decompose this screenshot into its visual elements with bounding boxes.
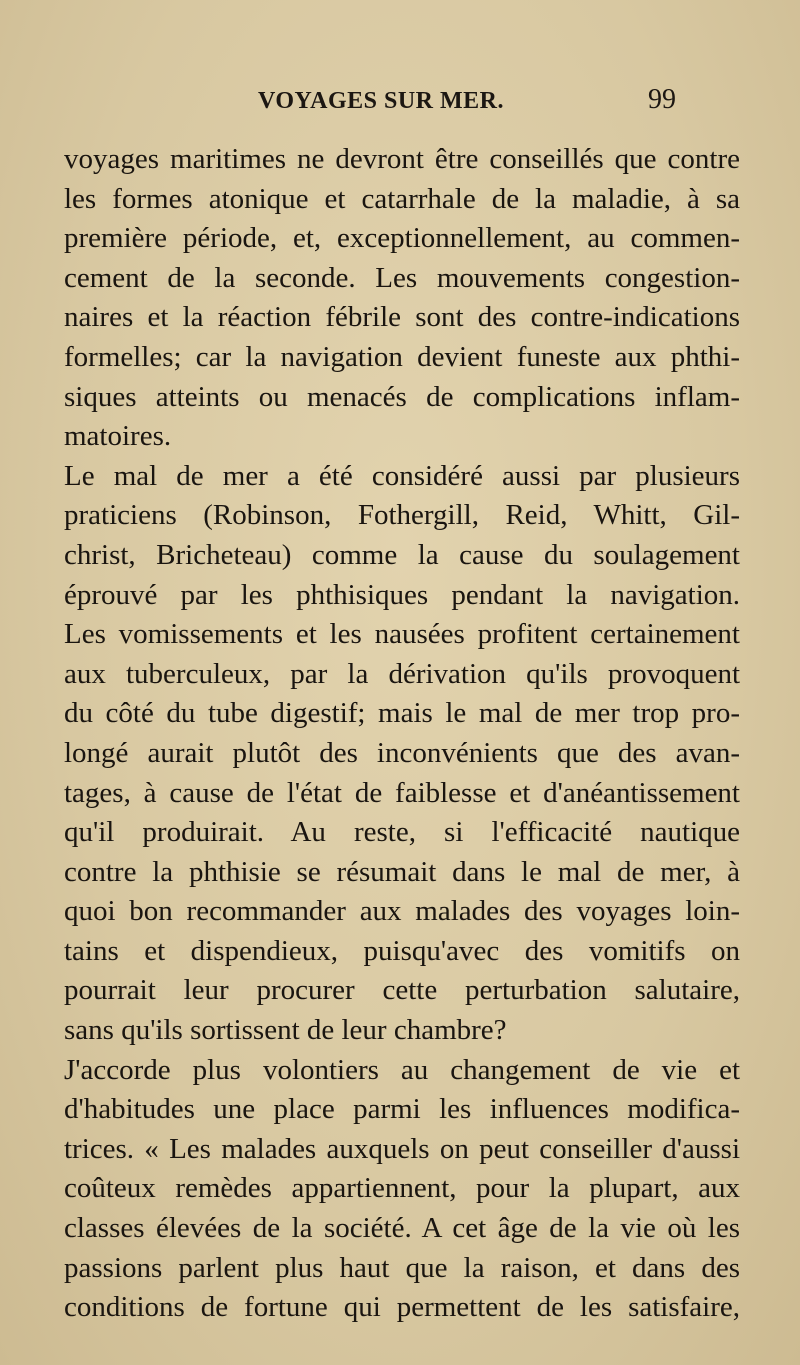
- text-line: passions parlent plus haut que la raison, et dans des: [64, 1251, 740, 1284]
- page-number: 99: [648, 84, 676, 115]
- text-line: tages, à cause de l'état de faiblesse et d'anéantissement: [64, 776, 740, 809]
- text-line: coûteux remèdes appartiennent, pour la plupart, aux: [64, 1172, 740, 1205]
- text-line: siques atteints ou menacés de complications inflam-: [64, 380, 740, 413]
- running-head: VOYAGES SUR MER.: [258, 88, 505, 114]
- text-line: cement de la seconde. Les mouvements congestion-: [64, 261, 740, 294]
- text-line: d'habitudes une place parmi les influences modifica-: [64, 1093, 740, 1126]
- text-line: J'accorde plus volontiers au changement de vie et: [64, 1053, 740, 1086]
- text-line: première période, et, exceptionnellement, au commen-: [64, 222, 740, 255]
- text-line: matoires.: [64, 420, 172, 453]
- text-line: classes élevées de la société. A cet âge de la vie où les: [64, 1212, 740, 1245]
- text-line: pourrait leur procurer cette perturbation salutaire,: [64, 974, 740, 1007]
- text-line: praticiens (Robinson, Fothergill, Reid, Whitt, Gil-: [64, 499, 740, 532]
- text-line: tains et dispendieux, puisqu'avec des vomitifs on: [64, 934, 740, 967]
- text-line: formelles; car la navigation devient funeste aux phthi-: [64, 340, 740, 373]
- text-line: aux tuberculeux, par la dérivation qu'ils provoquent: [64, 657, 740, 690]
- text-line: Le mal de mer a été considéré aussi par plusieurs: [64, 459, 740, 492]
- text-line: voyages maritimes ne devront être conseillés que contre: [64, 143, 740, 175]
- text-line: conditions de fortune qui permettent de les satisfaire,: [64, 1291, 740, 1324]
- text-line: les formes atonique et catarrhale de la maladie, à sa: [64, 182, 740, 215]
- text-line: du côté du tube digestif; mais le mal de mer trop pro-: [64, 697, 740, 730]
- text-line: qu'il produirait. Au reste, si l'efficacité nautique: [64, 816, 740, 849]
- text-line: contre la phthisie se résumait dans le mal de mer, à: [64, 855, 740, 888]
- page-header: [0, 84, 800, 122]
- text-line: trices. « Les malades auxquels on peut conseiller d'aussi: [64, 1132, 740, 1165]
- text-line: quoi bon recommander aux malades des voyages loin-: [64, 895, 740, 928]
- body-text: [64, 140, 740, 1328]
- text-line: longé aurait plutôt des inconvénients que des avan-: [64, 736, 740, 769]
- text-line: Les vomissements et les nausées profitent certainement: [64, 618, 740, 651]
- text-line: sans qu'ils sortissent de leur chambre?: [64, 1014, 507, 1047]
- text-line: christ, Bricheteau) comme la cause du soulagement: [64, 538, 740, 571]
- text-line: éprouvé par les phthisiques pendant la navigation.: [64, 578, 740, 611]
- text-line: naires et la réaction fébrile sont des contre-indications: [64, 301, 740, 334]
